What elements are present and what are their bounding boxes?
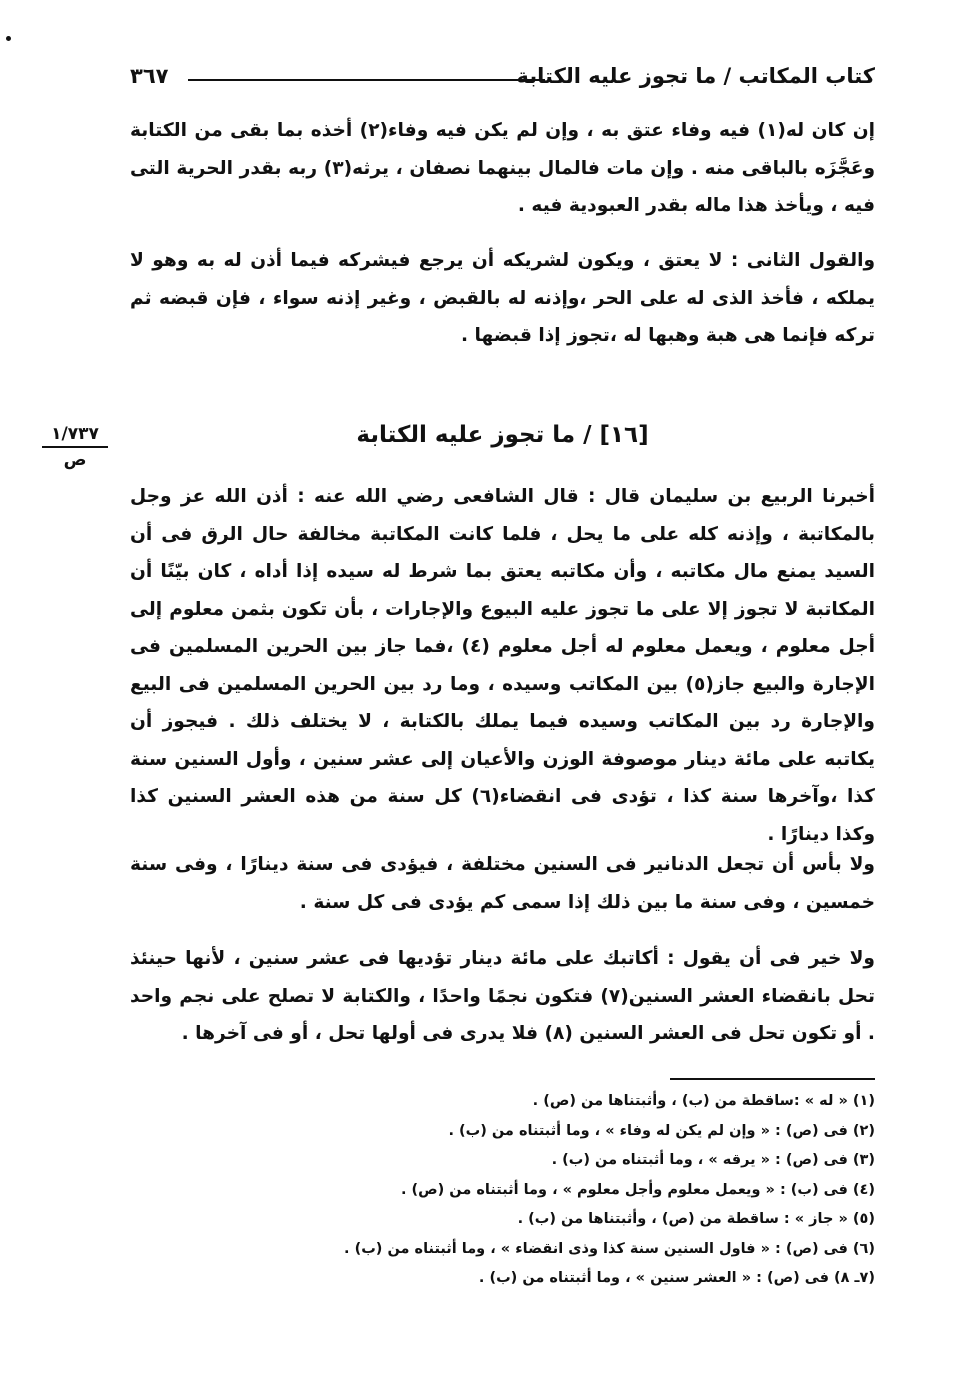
margin-rule: [42, 446, 108, 448]
paragraph-continuation: إن كان له(١) فيه وفاء عتق به ، وإن لم يكن فيه وفاء(٢) أخذه بما بقى من الكتابة وعَجَّزَه بالباقى منه . وإن مات فالمال بينهما نصفان ، يرثه(٣) ربه بقدر الحرية التى فيه ، ويأخذ هذا ماله بقدر العبودية فيه .: [130, 120, 875, 216]
footnote-item: (٢) فى (ص) : « وإن لم يكن له وفاء » ، وما أثبتناه من (ب) .: [448, 1122, 875, 1139]
paragraph-no-good: ولا خير فى أن يقول : أكاتبك على مائة دينار تؤديها فى عشر سنين ، لأنها حينئذ تحل بانقضاء العشر السنين(٧) فتكون نجمًا واحدًا ، والكتابة لا تصلح على نجم واحد . أو تكون تحل فى العشر السنين (٨) فلا يدرى فى أولها تحل ، أو فى آخرها .: [130, 948, 876, 1044]
running-header: [130, 64, 875, 98]
footnote-item: (٦) فى (ص) : « فاول السنين سنة كذا وذى انقضاء » ، وما أثبتناه من (ب) .: [344, 1240, 875, 1257]
footnote-rule: [670, 1078, 875, 1080]
paragraph-no-harm: ولا بأس أن تجعل الدنانير فى السنين مختلفة ، فيؤدى فى سنة دينارًا ، وفى سنة خمسين ، وفى سنة ما بين ذلك إذا سمى كم يؤدى فى كل سنة .: [130, 854, 875, 913]
paragraph-hadith: أخبرنا الربيع بن سليمان قال : قال الشافعى رضي الله عنه : أذن الله عز وجل بالمكاتبة ، وإذنه كله على ما يحل ، فلما كانت المكاتبة مخالفة حال الرق فى أن السيد يمنع مال مكاتبه ، وأن مكاتبه يعتق بما شرط له سيده إذا أداه ، كان بيّنًا أن المكاتبة لا تجوز إلا على ما تجوز عليه البيوع والإجارات ، بأن تكون بثمن معلوم إلى أجل معلوم ، ويعمل معلوم له أجل معلوم (٤) ،فما جاز بين الحرين المسلمين فى الإجارة والبيع جاز(٥) بين المكاتب وسيده ، وما رد بين الحرين المسلمين فى البيع والإجارة رد بين المكاتب وسيده فيما يملك بالكتابة ، لا يختلف ذلك . فيجوز أن يكاتبه على مائة دينار موصوفة الوزن والأعيان إلى عشر سنين ، وأول السنين سنة كذا ،وآخرها سنة كذا ، تؤدى فى انقضاء(٦) كل سنة من هذه العشر السنين كذا وكذا دينارًا .: [130, 486, 876, 845]
running-title: كتاب المكاتب / ما تجوز عليه الكتابة: [516, 64, 875, 88]
margin-folio-number: ١/٧٣٧: [51, 424, 99, 444]
margin-manuscript-siglum: ص: [63, 450, 87, 470]
page-number: ٣٦٧: [130, 64, 169, 88]
margin-manuscript-reference: [42, 424, 108, 470]
footnote-item: (٣) فى (ص) : « يرقه » ، وما أثبتناه من (ب) .: [551, 1152, 875, 1168]
footnotes: [130, 1087, 875, 1294]
header-rule: [188, 79, 545, 81]
footnote-item: (٧ـ ٨) فى (ص) : « العشر سنين » ، وما أثبتناه من (ب) .: [478, 1270, 875, 1286]
section-heading: [١٦] / ما تجوز عليه الكتابة: [356, 422, 649, 448]
scan-speck: [6, 36, 11, 41]
paragraph-second-opinion: والقول الثانى : لا يعتق ، ويكون لشريكه أن يرجع فيشركه فيما أذن له به وهو لا يملكه ، فأخذ الذى له على الحر ،وإذنه له بالقبض ، وغير إذنه سواء ، فإن قبضه ثم تركه فإنما هى هبة وهبها له ،تجوز إذا قبضها .: [130, 250, 875, 346]
footnote-item: (١) « له » :ساقطة من (ب) ، وأثبتناها من (ص) .: [532, 1093, 875, 1109]
footnote-item: (٥) « جاز » : ساقطة من (ص) ، وأثبتناها من (ب) .: [517, 1211, 875, 1227]
footnote-item: (٤) فى (ب) : « ويعمل معلوم وأجل معلوم » ، وما أثبتناه من (ص) .: [400, 1181, 875, 1198]
